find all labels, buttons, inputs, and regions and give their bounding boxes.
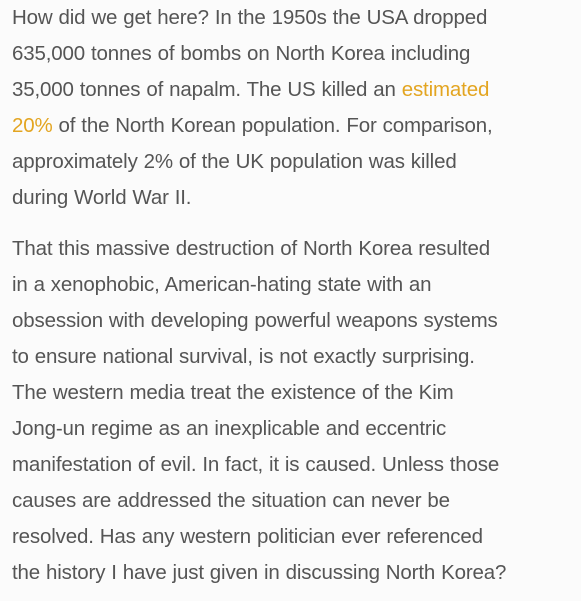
text-line: That this massive destruction of North Korea resulted: [12, 237, 490, 260]
text-line: to ensure national survival, is not exactly surprising.: [12, 345, 475, 368]
text-line: manifestation of evil. In fact, it is caused. Unless those: [12, 453, 500, 476]
text-line: [12, 72, 581, 108]
text-line: How did we get here? In the 1950s the USA dropped: [12, 6, 488, 29]
text-line: during World War II.: [12, 186, 192, 209]
text-segment: of the North Korean population. For comparison,: [52, 114, 493, 137]
text-line: Jong-un regime as an inexplicable and eccentric: [12, 417, 447, 440]
text-line: causes are addressed the situation can never be: [12, 489, 450, 512]
text-line: in a xenophobic, American-hating state with an: [12, 273, 432, 296]
text-line: 635,000 tonnes of bombs on North Korea including: [12, 42, 471, 65]
paragraph-history: [12, 0, 581, 216]
paragraph-analysis: [12, 231, 581, 591]
text-segment: 35,000 tonnes of napalm. The US killed an: [12, 78, 402, 101]
text-line: the history I have just given in discussing North Korea?: [12, 561, 507, 584]
text-line: The western media treat the existence of the Kim: [12, 381, 454, 404]
text-line: approximately 2% of the UK population was killed: [12, 150, 457, 173]
estimated-link[interactable]: estimated: [401, 78, 490, 101]
text-line: [12, 108, 581, 144]
estimated-link-continued[interactable]: 20%: [12, 114, 53, 137]
text-line: resolved. Has any western politician ever referenced: [12, 525, 483, 548]
text-line: obsession with developing powerful weapons systems: [12, 309, 498, 332]
